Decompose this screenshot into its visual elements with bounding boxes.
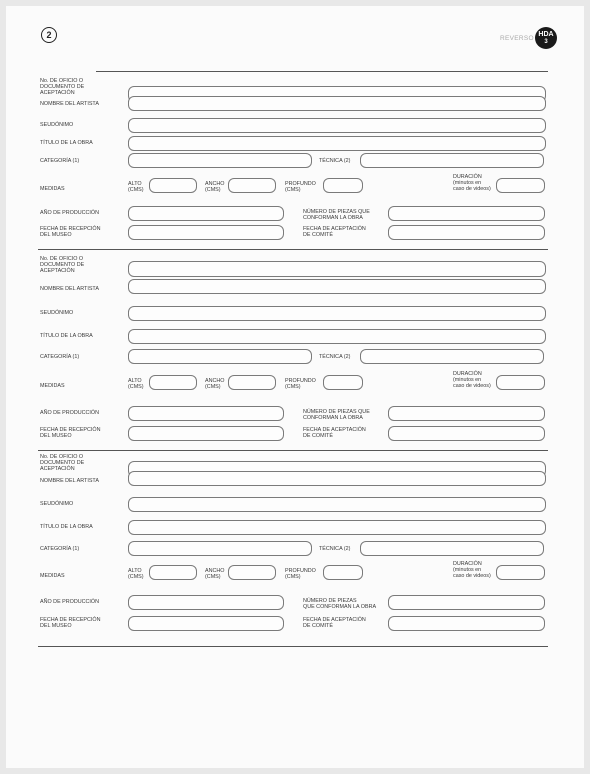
oficio-label-2: No. DE OFICIO O DOCUMENTO DE ACEPTACIÓN [40, 256, 85, 275]
section-divider-2 [38, 249, 548, 250]
duracion-label-2: DURACIÓN (minutos en caso de videos) [453, 371, 491, 390]
form-page [6, 6, 584, 768]
categoria-label-1: CATEGORÍA (1) [40, 158, 80, 164]
ancho-label-3: ANCHO (CMS) [205, 568, 225, 581]
nombre-artista-label-1: NOMBRE DEL ARTISTA [40, 101, 99, 107]
nombre-artista-label-2: NOMBRE DEL ARTISTA [40, 286, 99, 292]
tecnica-label-2: TÉCNICA (2) [319, 354, 351, 360]
anio-produccion-label-3: AÑO DE PRODUCCIÓN [40, 599, 100, 605]
fecha-aceptacion-label-1: FECHA DE ACEPTACIÓN DE COMITÉ [303, 226, 366, 239]
fecha-aceptacion-label-2: FECHA DE ACEPTACIÓN DE COMITÉ [303, 427, 366, 440]
oficio-label-1: No. DE OFICIO O DOCUMENTO DE ACEPTACIÓN [40, 78, 85, 97]
fecha-aceptacion-label-3: FECHA DE ACEPTACIÓN DE COMITÉ [303, 617, 366, 630]
ancho-field-2[interactable] [228, 375, 276, 390]
seudonimo-field-3[interactable] [128, 497, 546, 512]
reverso-label: REVERSO [500, 35, 534, 42]
medidas-label-1: MEDIDAS [40, 186, 65, 192]
duracion-field-2[interactable] [496, 375, 545, 390]
numero-piezas-field-3[interactable] [388, 595, 545, 610]
ancho-field-1[interactable] [228, 178, 276, 193]
fecha-recepcion-label-3: FECHA DE RECEPCIÓN DEL MUSEO [40, 617, 101, 630]
oficio-label-3: No. DE OFICIO O DOCUMENTO DE ACEPTACIÓN [40, 454, 85, 473]
fecha-recepcion-field-1[interactable] [128, 225, 284, 240]
categoria-field-2[interactable] [128, 349, 312, 364]
nombre-artista-field-1[interactable] [128, 96, 546, 111]
profundo-label-2: PROFUNDO (CMS) [285, 378, 316, 391]
hda-badge [535, 27, 557, 49]
alto-label-3: ALTO (CMS) [128, 568, 144, 581]
duracion-field-1[interactable] [496, 178, 545, 193]
nombre-artista-field-2[interactable] [128, 279, 546, 294]
categoria-field-3[interactable] [128, 541, 312, 556]
numero-piezas-label-3: NÚMERO DE PIEZAS QUE CONFORMAN LA OBRA [303, 598, 377, 611]
numero-piezas-field-2[interactable] [388, 406, 545, 421]
nombre-artista-label-3: NOMBRE DEL ARTISTA [40, 478, 99, 484]
tecnica-label-1: TÉCNICA (2) [319, 158, 351, 164]
tecnica-field-2[interactable] [360, 349, 544, 364]
profundo-field-3[interactable] [323, 565, 363, 580]
medidas-label-3: MEDIDAS [40, 573, 65, 579]
badge-line2: 3 [544, 39, 548, 45]
anio-produccion-label-1: AÑO DE PRODUCCIÓN [40, 210, 100, 216]
categoria-label-3: CATEGORÍA (1) [40, 546, 80, 552]
numero-piezas-field-1[interactable] [388, 206, 545, 221]
tecnica-field-3[interactable] [360, 541, 544, 556]
seudonimo-label-1: SEUDÓNIMO [40, 122, 74, 128]
duracion-label-3: DURACIÓN (minutos en caso de videos) [453, 561, 491, 580]
tecnica-label-3: TÉCNICA (2) [319, 546, 351, 552]
anio-produccion-label-2: AÑO DE PRODUCCIÓN [40, 410, 100, 416]
fecha-aceptacion-field-1[interactable] [388, 225, 545, 240]
duracion-field-3[interactable] [496, 565, 545, 580]
section-divider-1 [96, 71, 548, 72]
fecha-recepcion-label-1: FECHA DE RECEPCIÓN DEL MUSEO [40, 226, 101, 239]
alto-label-2: ALTO (CMS) [128, 378, 144, 391]
ancho-field-3[interactable] [228, 565, 276, 580]
page-number: 2 [41, 27, 57, 43]
fecha-aceptacion-field-3[interactable] [388, 616, 545, 631]
numero-piezas-label-1: NÚMERO DE PIEZAS QUE CONFORMAN LA OBRA [303, 209, 370, 222]
badge-line1: HDA [538, 31, 554, 38]
fecha-recepcion-field-3[interactable] [128, 616, 284, 631]
alto-label-1: ALTO (CMS) [128, 181, 144, 194]
duracion-label-1: DURACIÓN (minutos en caso de videos) [453, 174, 491, 193]
titulo-obra-field-2[interactable] [128, 329, 546, 344]
anio-produccion-field-1[interactable] [128, 206, 284, 221]
profundo-label-3: PROFUNDO (CMS) [285, 568, 316, 581]
categoria-field-1[interactable] [128, 153, 312, 168]
titulo-obra-field-3[interactable] [128, 520, 546, 535]
bottom-divider [38, 646, 548, 647]
profundo-field-2[interactable] [323, 375, 363, 390]
nombre-artista-field-3[interactable] [128, 471, 546, 486]
fecha-aceptacion-field-2[interactable] [388, 426, 545, 441]
alto-field-2[interactable] [149, 375, 197, 390]
profundo-field-1[interactable] [323, 178, 363, 193]
ancho-label-1: ANCHO (CMS) [205, 181, 225, 194]
seudonimo-label-3: SEUDÓNIMO [40, 501, 74, 507]
fecha-recepcion-label-2: FECHA DE RECEPCIÓN DEL MUSEO [40, 427, 101, 440]
titulo-obra-label-2: TÍTULO DE LA OBRA [40, 333, 93, 339]
tecnica-field-1[interactable] [360, 153, 544, 168]
profundo-label-1: PROFUNDO (CMS) [285, 181, 316, 194]
seudonimo-field-2[interactable] [128, 306, 546, 321]
seudonimo-label-2: SEUDÓNIMO [40, 310, 74, 316]
titulo-obra-label-1: TÍTULO DE LA OBRA [40, 140, 93, 146]
seudonimo-field-1[interactable] [128, 118, 546, 133]
anio-produccion-field-3[interactable] [128, 595, 284, 610]
titulo-obra-field-1[interactable] [128, 136, 546, 151]
oficio-field-2[interactable] [128, 261, 546, 277]
alto-field-1[interactable] [149, 178, 197, 193]
numero-piezas-label-2: NÚMERO DE PIEZAS QUE CONFORMAN LA OBRA [303, 409, 370, 422]
titulo-obra-label-3: TÍTULO DE LA OBRA [40, 524, 93, 530]
categoria-label-2: CATEGORÍA (1) [40, 354, 80, 360]
fecha-recepcion-field-2[interactable] [128, 426, 284, 441]
section-divider-3 [38, 450, 548, 451]
ancho-label-2: ANCHO (CMS) [205, 378, 225, 391]
medidas-label-2: MEDIDAS [40, 383, 65, 389]
alto-field-3[interactable] [149, 565, 197, 580]
anio-produccion-field-2[interactable] [128, 406, 284, 421]
